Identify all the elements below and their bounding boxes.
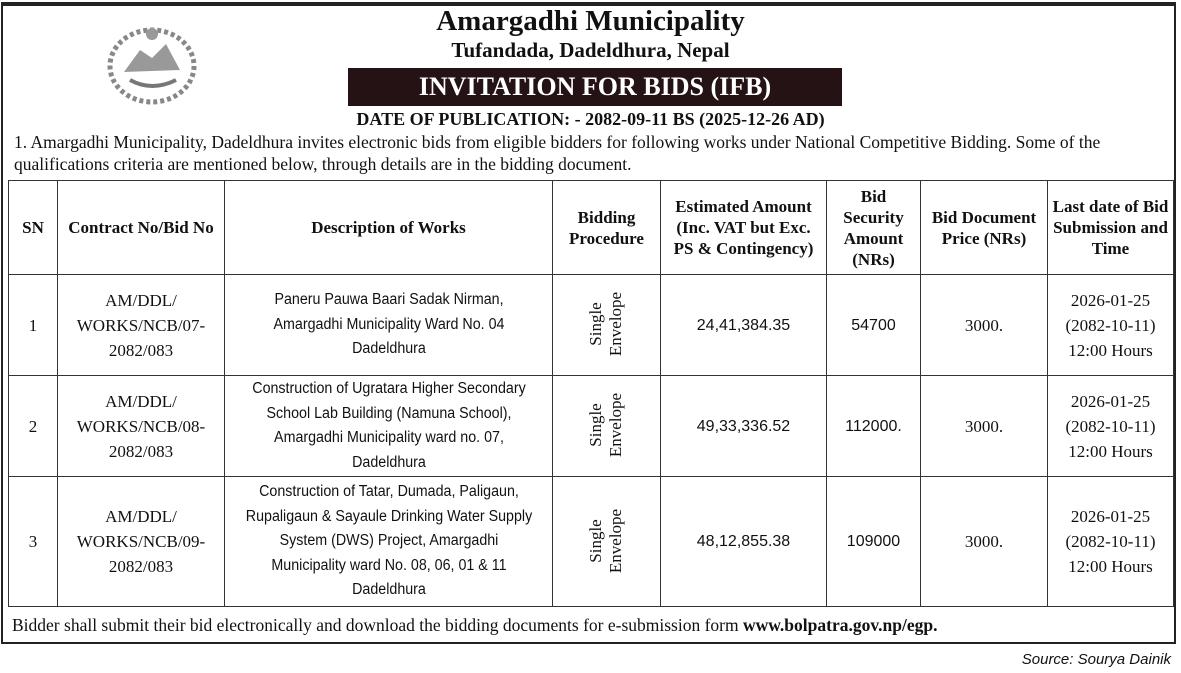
cell-description: Construction of Ugratara Higher Secondary School Lab Building (Namuna School), Amargadhi Municipality ward no. 07, Dadeldhura <box>238 376 540 477</box>
time: 12:00 Hours <box>1068 557 1153 576</box>
procedure-line1: Single <box>586 403 606 447</box>
time: 12:00 Hours <box>1068 441 1153 461</box>
cell-price: 3000. <box>921 477 1048 607</box>
table-row <box>9 275 1174 376</box>
footer-text: Bidder shall submit their bid electronically and download the bidding documents for e-submission form <box>12 615 743 635</box>
cell-sn: 3 <box>9 477 58 607</box>
cell-last-date <box>1048 477 1174 607</box>
cell-sn: 2 <box>9 376 58 477</box>
header-last-date: Last date of Bid Submission and Time <box>1048 181 1174 275</box>
date-bs: (2082-10-11) <box>1065 532 1156 551</box>
header-contract: Contract No/Bid No <box>58 181 225 275</box>
cell-amount: 24,41,384.35 <box>661 275 827 376</box>
cell-procedure <box>553 477 661 607</box>
header-price: Bid Document Price (NRs) <box>921 181 1048 275</box>
cell-amount: 48,12,855.38 <box>661 477 827 607</box>
table-row <box>9 477 1174 607</box>
bolpatra-link[interactable]: www.bolpatra.gov.np/egp. <box>742 615 938 635</box>
date-ad: 2026-01-25 <box>1070 507 1151 526</box>
date-bs: (2082-10-11) <box>1065 416 1156 436</box>
cell-last-date <box>1048 275 1174 376</box>
cell-price: 3000. <box>921 275 1048 376</box>
cell-procedure <box>553 275 661 376</box>
cell-price: 3000. <box>921 376 1048 477</box>
cell-contract: AM/DDL/ WORKS/NCB/08-2082/083 <box>58 376 225 477</box>
header-procedure: Bidding Procedure <box>553 181 661 275</box>
date-bs: (2082-10-11) <box>1065 315 1156 335</box>
procedure-line1: Single <box>586 518 606 563</box>
cell-procedure <box>553 376 661 477</box>
header-description: Description of Works <box>225 181 553 275</box>
date-ad: 2026-01-25 <box>1070 391 1151 411</box>
municipality-address: Tufandada, Dadeldhura, Nepal <box>451 38 730 62</box>
time: 12:00 Hours <box>1068 340 1153 360</box>
procedure-line2: Envelope <box>606 392 626 458</box>
cell-contract: AM/DDL/ WORKS/NCB/09-2082/083 <box>58 477 225 607</box>
footer-note <box>12 615 937 636</box>
source-credit: Source: Sourya Dainik <box>1021 651 1171 668</box>
municipality-title: Amargadhi Municipality <box>436 5 745 37</box>
table-row <box>9 376 1174 477</box>
date-label: DATE OF PUBLICATION <box>356 109 565 129</box>
bids-table <box>8 180 1174 607</box>
cell-description: Paneru Pauwa Baari Sadak Nirman, Amargadhi Municipality Ward No. 04 Dadeldhura <box>238 275 540 376</box>
procedure-line2: Envelope <box>606 508 626 573</box>
cell-amount: 49,33,336.52 <box>661 376 827 477</box>
ifb-banner: INVITATION FOR BIDS (IFB) <box>348 68 842 106</box>
cell-contract: AM/DDL/ WORKS/NCB/07-2082/083 <box>58 275 225 376</box>
cell-security: 109000 <box>827 477 921 607</box>
date-value: : - 2082-09-11 BS (2025-12-26 AD) <box>564 109 825 129</box>
cell-sn: 1 <box>9 275 58 376</box>
publication-date <box>0 109 1181 130</box>
procedure-line2: Envelope <box>606 291 626 357</box>
procedure-line1: Single <box>586 302 606 346</box>
header-amount: Estimated Amount (Inc. VAT but Exc. PS & Contingency) <box>661 181 827 275</box>
header-security: Bid Security Amount (NRs) <box>827 181 921 275</box>
table-header-row <box>9 181 1174 275</box>
cell-security: 112000. <box>827 376 921 477</box>
date-ad: 2026-01-25 <box>1070 290 1151 310</box>
cell-last-date <box>1048 376 1174 477</box>
cell-description: Construction of Tatar, Dumada, Paligaun, Rupaligaun & Sayaule Drinking Water Supply System (DWS) Project, Amargadhi Municipality ward No. 08, 06, 01 & 11 Dadeldhura <box>238 477 540 607</box>
intro-paragraph: 1. Amargadhi Municipality, Dadeldhura invites electronic bids from eligible bidders for following works under National Competitive Bidding. Some of the qualifications criteria are mentioned below, through details are in the bidding document. <box>14 132 1101 174</box>
cell-security: 54700 <box>827 275 921 376</box>
header-sn: SN <box>9 181 58 275</box>
